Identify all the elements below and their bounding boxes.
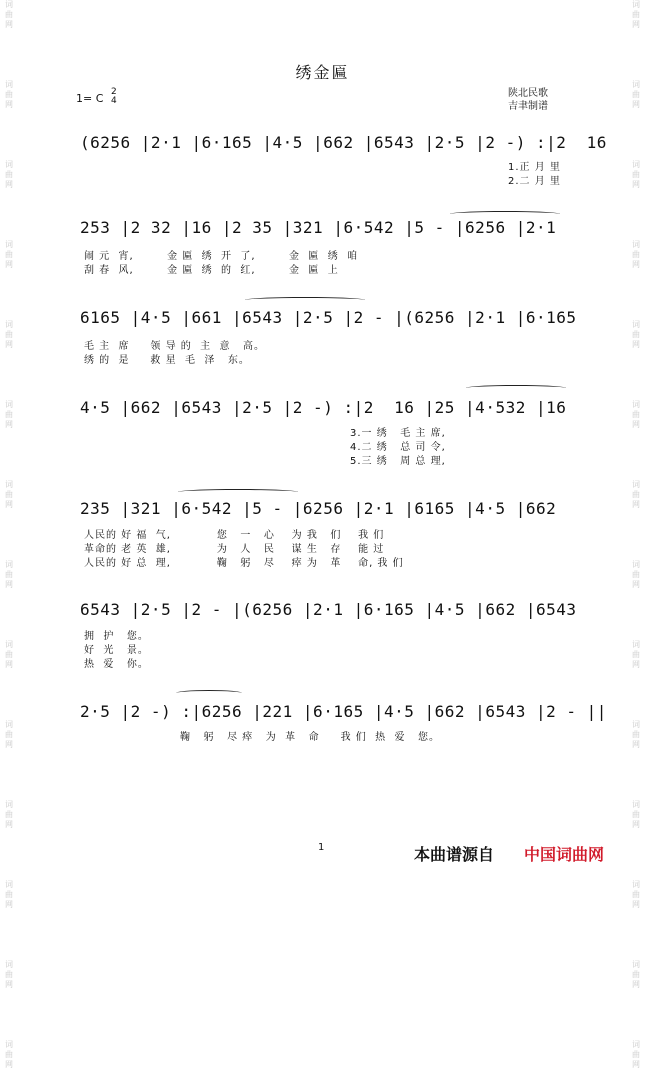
lyric-line-6b: 好 光 景。 — [84, 645, 149, 656]
watermark-right: 词曲网 词曲网 词曲网 词曲网 词曲网 词曲网 词曲网 词曲网 词曲网 词曲网 词曲网 词曲网 词曲网 词曲网 — [632, 0, 640, 1069]
notation-line-2: 253 |2 32 |16 |2 35 |321 |6·542 |5 - |6256 |2·1 — [80, 218, 557, 237]
lyric-line-2a: 闹 元 宵, 金 匾 绣 开 了, 金 匾 绣 咱 — [84, 251, 359, 262]
key-signature: 1= C — [76, 92, 104, 105]
verse-label-5: 5.三 绣 周 总 理, — [350, 456, 446, 467]
verse-label-3: 3.一 绣 毛 主 席, — [350, 428, 446, 439]
credit-arranger: 吉聿制谱 — [508, 101, 548, 112]
slur — [178, 489, 298, 495]
slur — [245, 297, 365, 303]
lyric-line-5c: 人民的 好 总 理, 鞠 躬 尽 瘁 为 革 命, 我 们 — [84, 558, 404, 569]
lyric-line-5a: 人民的 好 福 气, 您 一 心 为 我 们 我 们 — [84, 530, 385, 541]
source-site-link[interactable]: 中国词曲网 — [524, 845, 605, 864]
verse-label-2: 2.二 月 里 — [508, 176, 561, 187]
notation-line-4: 4·5 |662 |6543 |2·5 |2 -) :|2 16 |25 |4·532 |16 — [80, 398, 567, 417]
notation-line-7: 2·5 |2 -) :|6256 |221 |6·165 |4·5 |662 |6543 |2 - || — [80, 702, 607, 721]
slur — [466, 385, 566, 391]
slur — [450, 211, 560, 217]
lyric-line-3b: 绣 的 是 救 星 毛 泽 东。 — [84, 355, 250, 366]
lyric-line-2b: 刮 春 风, 金 匾 绣 的 红, 金 匾 上 — [84, 265, 339, 276]
source-label: 本曲谱源自 — [414, 845, 495, 864]
time-signature: 2 4 — [111, 87, 117, 106]
slur — [176, 690, 242, 696]
notation-line-6: 6543 |2·5 |2 - |(6256 |2·1 |6·165 |4·5 |662 |6543 — [80, 600, 577, 619]
notation-line-1: (6256 |2·1 |6·165 |4·5 |662 |6543 |2·5 |2 -) :|2 16 — [80, 133, 607, 152]
notation-line-3: 6165 |4·5 |661 |6543 |2·5 |2 - |(6256 |2·1 |6·165 — [80, 308, 577, 327]
watermark-left: 词曲网 词曲网 词曲网 词曲网 词曲网 词曲网 词曲网 词曲网 词曲网 词曲网 词曲网 词曲网 词曲网 词曲网 — [5, 0, 13, 1069]
lyric-line-3a: 毛 主 席 领 导 的 主 意 高。 — [84, 341, 266, 352]
lyric-line-6c: 热 爱 你。 — [84, 659, 149, 670]
notation-line-5: 235 |321 |6·542 |5 - |6256 |2·1 |6165 |4·5 |662 — [80, 499, 557, 518]
lyric-line-6a: 拥 护 您。 — [84, 631, 149, 642]
lyric-line-5b: 革命的 老 英 雄, 为 人 民 谋 生 存 能 过 — [84, 544, 385, 555]
verse-label-1: 1.正 月 里 — [508, 162, 561, 173]
lyric-line-7: 鞠 躬 尽 瘁 为 革 命 我 们 热 爱 您。 — [180, 732, 441, 743]
page-number: 1 — [318, 842, 325, 853]
song-title: 绣金匾 — [295, 63, 350, 82]
verse-label-4: 4.二 绣 总 司 令, — [350, 442, 446, 453]
credit-origin: 陕北民歌 — [508, 88, 548, 99]
